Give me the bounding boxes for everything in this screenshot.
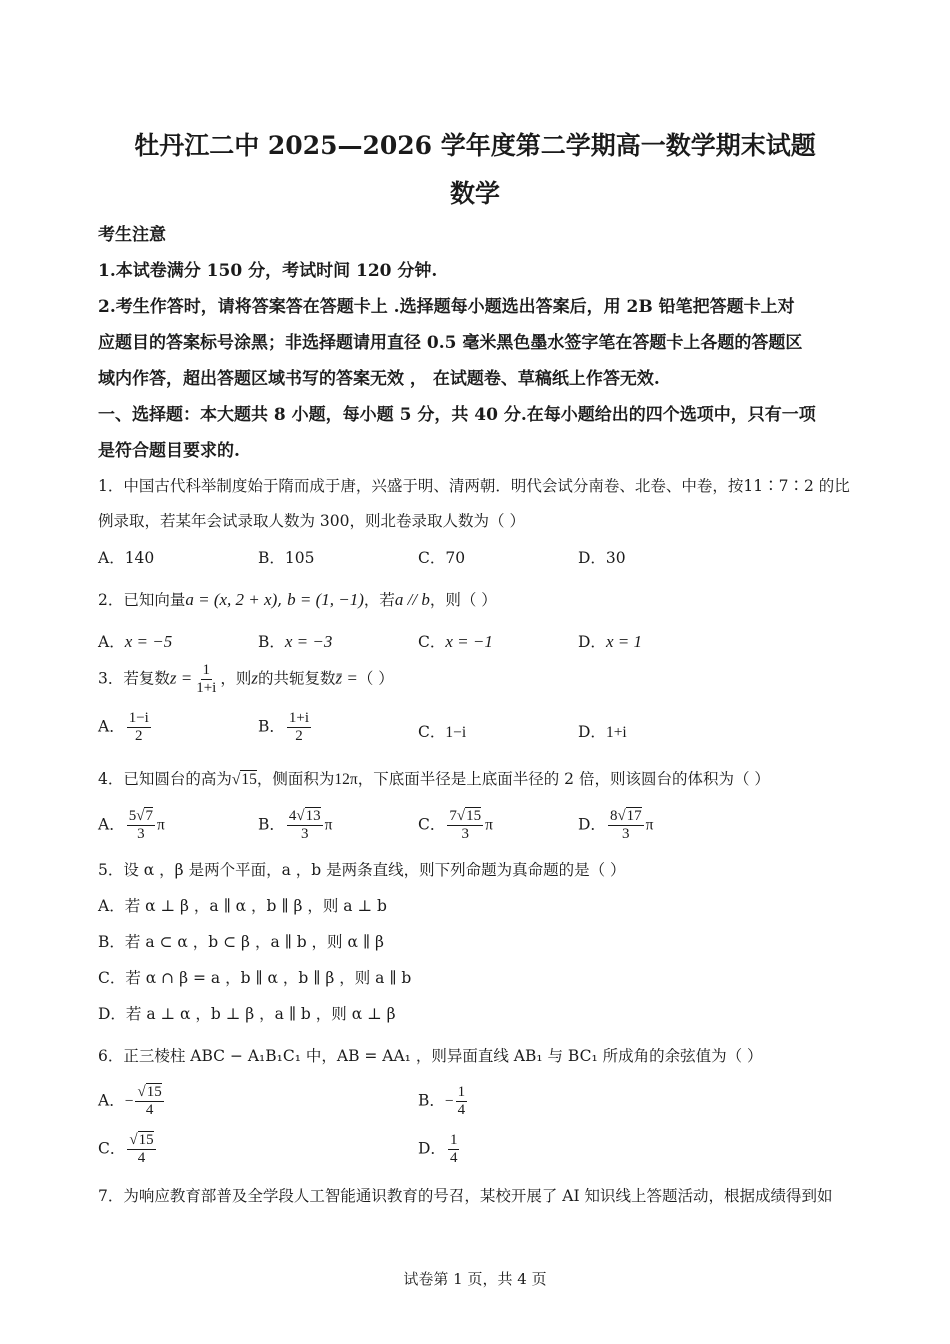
q5-option-c: C．若 α ∩ β = a ，b ∥ α ，b ∥ β ，则 a ∥ b — [98, 969, 412, 987]
q5-option-d: D．若 a ⊥ α ，b ⊥ β ，a ∥ b ，则 α ⊥ β — [98, 1005, 396, 1023]
q4-option-b-radicand: 13 — [305, 808, 321, 824]
q2-option-a-math: x = −5 — [124, 632, 173, 651]
q2-stem-text-b: ，若 — [363, 591, 395, 609]
q6-stem: 6．正三棱柱 ABC − A₁B₁C₁ 中，AB = AA₁ ，则异面直线 AB₁ 与 BC₁ 所成角的余弦值为（ ） — [98, 1047, 763, 1065]
q6-option-b-numerator: 1 — [457, 1084, 466, 1100]
notice-heading: 考生注意 — [98, 225, 166, 245]
q4-lateral-area: 12π — [334, 771, 358, 788]
q4-option-c — [418, 808, 493, 843]
q4-option-d-pi: π — [645, 816, 654, 834]
q2-vector-b: b = (1, −1) — [287, 590, 364, 609]
page-title: 牡丹江二中 2025—2026 学年度第二学期高一数学期末试题 — [134, 131, 816, 160]
page-footer: 试卷第 1 页，共 4 页 — [403, 1270, 547, 1288]
q6-option-a — [98, 1084, 166, 1119]
q3-option-c-value: 1−i — [445, 724, 467, 741]
q3-option-c — [418, 720, 466, 742]
q6-option-c-fraction — [127, 1132, 155, 1167]
q6-option-c-radicand: 15 — [138, 1132, 154, 1148]
q4-stem-text-a: 4．已知圆台的高为 — [98, 770, 232, 788]
q3-fraction — [194, 662, 218, 697]
q4-option-d-fraction — [608, 808, 644, 843]
q4-option-c-denominator: 3 — [461, 826, 469, 842]
q4-option-b — [258, 808, 332, 843]
q2-option-b-math: x = −3 — [284, 632, 333, 651]
q2-option-c-label: C． — [418, 633, 446, 651]
q6-option-a-radicand: 15 — [146, 1084, 162, 1100]
q4-option-d — [578, 808, 654, 843]
q3-option-d-label: D． — [578, 723, 606, 741]
q3-fraction-denominator: 1+i — [196, 680, 217, 696]
notice-line-2c: 域内作答，超出答题区域书写的答案无效 ， 在试题卷、草稿纸上作答无效. — [98, 369, 660, 389]
q4-height-sqrt: √15 — [231, 771, 257, 788]
q4-option-c-numerator: 7√15 — [449, 808, 482, 824]
q3-option-a-denominator: 2 — [135, 728, 143, 744]
q2-option-a — [98, 630, 172, 652]
q3-option-a-label: A． — [98, 717, 125, 736]
q4-option-d-denominator: 3 — [622, 826, 630, 842]
q3-conjugate: z̄ = — [335, 668, 358, 688]
q4-option-b-label: B． — [258, 815, 285, 834]
q3-z: z — [251, 668, 258, 688]
section1-line-1: 一、选择题：本大题共 8 小题，每小题 5 分，共 40 分.在每小题给出的四个选项中，只有一项 — [98, 405, 816, 425]
q2-option-a-label: A． — [98, 633, 125, 651]
notice-line-2a: 2.考生作答时，请将答案答在答题卡上 .选择题每小题选出答案后，用 2B 铅笔把答题卡上对 — [98, 297, 795, 317]
q4-option-c-pi: π — [485, 816, 493, 834]
q4-option-c-radicand: 15 — [466, 808, 482, 824]
q4-option-b-coef: 4 — [288, 808, 297, 824]
q4-stem — [98, 767, 770, 789]
q4-stem-text-b: ，侧面积为 — [256, 770, 335, 788]
q3-z-equals: z = — [169, 668, 193, 688]
q4-option-a-numerator: 5√7 — [128, 808, 153, 824]
q1-option-d: D．30 — [578, 549, 626, 567]
q1-stem-line-1: 1．中国古代科举制度始于隋而成于唐，兴盛于明、清两朝．明代会试分南卷、北卷、中卷，按11∶7∶2 的比 — [98, 477, 850, 495]
q4-option-a-radicand: 7 — [145, 808, 153, 824]
q5-option-b: B．若 a ⊂ α ，b ⊂ β ，a ∥ b ，则 α ∥ β — [98, 933, 384, 951]
q4-option-a-pi: π — [156, 816, 165, 834]
q5-stem: 5．设 α ，β 是两个平面，a ，b 是两条直线，则下列命题为真命题的是（ ） — [98, 861, 626, 879]
q3-option-d-value: 1+i — [605, 724, 627, 741]
q2-stem — [98, 588, 497, 610]
q4-option-a — [98, 808, 165, 843]
q6-option-c-denominator: 4 — [137, 1150, 146, 1166]
q2-option-c — [418, 630, 493, 652]
q6-option-c-numerator: √15 — [129, 1132, 154, 1148]
q4-option-b-pi: π — [324, 816, 333, 834]
q3-option-b-fraction — [287, 710, 311, 745]
q4-option-d-radicand: 17 — [626, 808, 642, 824]
q4-option-c-label: C． — [418, 815, 446, 834]
q2-stem-text-c: ，则（ ） — [429, 591, 497, 609]
q2-option-c-math: x = −1 — [445, 632, 493, 651]
notice-line-2b: 应题目的答案标号涂黑；非选择题请用直径 0.5 毫米黑色墨水签字笔在答题卡上各题的答题区 — [98, 333, 803, 353]
q4-option-b-numerator: 4√13 — [288, 808, 321, 824]
q1-option-a: A．140 — [98, 549, 155, 567]
q4-option-d-label: D． — [578, 815, 606, 834]
q2-option-d-label: D． — [578, 633, 606, 651]
q2-option-d — [578, 630, 642, 652]
q6-option-c — [98, 1132, 158, 1167]
q6-option-a-denominator: 4 — [145, 1102, 154, 1118]
q6-option-a-fraction — [135, 1084, 163, 1119]
q1-stem-line-2: 例录取，若某年会试录取人数为 300，则北卷录取人数为（ ） — [98, 512, 525, 530]
q6-option-b-label: B． — [418, 1091, 445, 1110]
q4-option-a-coef: 5 — [128, 808, 137, 824]
q6-option-d — [418, 1132, 461, 1167]
q6-option-b-minus: − — [444, 1092, 454, 1110]
q4-option-d-coef: 8 — [609, 808, 618, 824]
q6-option-b — [418, 1084, 469, 1119]
q1-option-b: B．105 — [258, 549, 315, 567]
q4-option-a-label: A． — [98, 815, 125, 834]
q3-option-b — [258, 710, 313, 745]
q6-option-d-fraction — [448, 1132, 460, 1167]
q6-option-b-fraction — [456, 1084, 468, 1119]
q6-option-c-label: C． — [98, 1139, 126, 1158]
page-subtitle: 数学 — [449, 179, 500, 208]
notice-line-1: 1.本试卷满分 150 分，考试时间 120 分钟. — [98, 261, 438, 281]
q6-option-d-denominator: 4 — [449, 1150, 458, 1166]
q4-option-b-fraction — [287, 808, 323, 843]
q4-stem-text-c: ，下底面半径是上底面半径的 2 倍，则该圆台的体积为（ ） — [357, 770, 770, 788]
q2-stem-text-a: 2．已知向量 — [98, 591, 186, 609]
q3-stem-text-a: 3．若复数 — [98, 669, 170, 688]
q2-option-b-label: B． — [258, 633, 285, 651]
q3-option-b-numerator: 1+i — [288, 710, 310, 726]
q6-option-a-numerator: √15 — [137, 1084, 162, 1100]
section1-line-2: 是符合题目要求的. — [98, 441, 240, 461]
q3-fraction-numerator: 1 — [202, 662, 211, 678]
q3-stem-text-b: ，则 — [220, 669, 252, 688]
q2-comma: , — [277, 591, 288, 609]
q3-option-a-fraction — [127, 710, 151, 745]
q3-stem-text-c: 的共轭复数 — [258, 669, 336, 688]
q3-stem-text-d: （ ） — [357, 669, 394, 688]
q4-option-a-denominator: 3 — [137, 826, 145, 842]
q4-option-c-coef: 7 — [449, 808, 457, 824]
q6-option-a-minus: − — [124, 1092, 134, 1110]
q7-stem-line-1: 7．为响应教育部普及全学段人工智能通识教育的号召，某校开展了 AI 知识线上答题活动，根据成绩得到如 — [98, 1187, 833, 1205]
q4-option-b-denominator: 3 — [301, 826, 309, 842]
q3-option-a-numerator: 1−i — [128, 710, 149, 726]
q6-option-a-label: A． — [98, 1091, 125, 1110]
q3-option-b-denominator: 2 — [295, 728, 303, 744]
q6-option-b-denominator: 4 — [457, 1102, 466, 1118]
q2-option-b — [258, 630, 332, 652]
q2-vector-a: a = (x, 2 + x) — [185, 590, 278, 609]
q2-option-d-math: x = 1 — [605, 632, 642, 651]
q3-stem — [98, 662, 394, 697]
q1-option-c: C．70 — [418, 549, 466, 567]
q4-option-d-numerator: 8√17 — [609, 808, 642, 824]
q3-option-c-label: C． — [418, 723, 446, 741]
q6-option-d-label: D． — [418, 1139, 446, 1158]
q4-option-a-fraction — [127, 808, 155, 843]
q4-option-c-fraction — [447, 808, 483, 843]
q3-option-d — [578, 720, 627, 742]
q3-option-a — [98, 710, 153, 745]
q6-option-d-numerator: 1 — [449, 1132, 458, 1148]
q3-option-b-label: B． — [258, 717, 285, 736]
q5-option-a: A．若 α ⊥ β ，a ∥ α ，b ∥ β ，则 a ⊥ b — [98, 897, 387, 915]
q2-parallel-condition: a // b — [394, 590, 430, 609]
q4-height-radicand: 15 — [241, 771, 257, 788]
